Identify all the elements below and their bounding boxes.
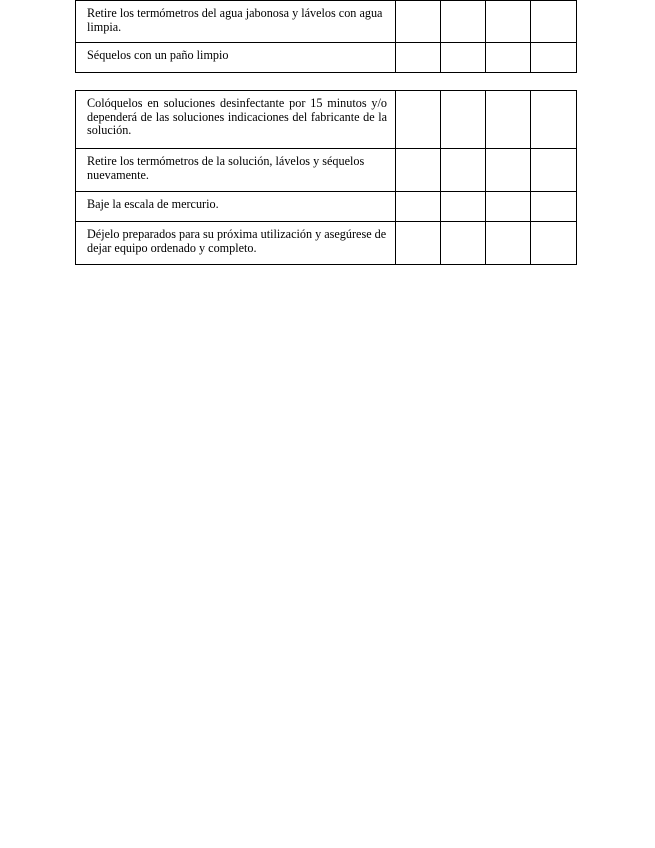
- check-cell[interactable]: [396, 222, 441, 265]
- table-row: [76, 192, 577, 222]
- step-description: Retire los termómetros del agua jabonosa y lávelos con agua limpia.: [76, 1, 396, 43]
- table-row: [76, 149, 577, 192]
- check-cell[interactable]: [486, 149, 531, 192]
- table-row: [76, 91, 577, 149]
- check-cell[interactable]: [486, 1, 531, 43]
- check-cell[interactable]: [531, 91, 577, 149]
- check-cell[interactable]: [531, 1, 577, 43]
- step-description: Baje la escala de mercurio.: [76, 192, 396, 222]
- check-cell[interactable]: [531, 43, 577, 73]
- check-cell[interactable]: [396, 91, 441, 149]
- check-cell[interactable]: [396, 1, 441, 43]
- check-cell[interactable]: [441, 149, 486, 192]
- check-cell[interactable]: [486, 91, 531, 149]
- check-cell[interactable]: [396, 43, 441, 73]
- procedure-checklist-table-2: [75, 90, 577, 265]
- check-cell[interactable]: [441, 192, 486, 222]
- check-cell[interactable]: [531, 192, 577, 222]
- table-row: [76, 222, 577, 265]
- step-description: Colóquelos en soluciones desinfectante por 15 minutos y/o dependerá de las soluciones indicaciones del fabricante de la solución.: [76, 91, 396, 149]
- check-cell[interactable]: [441, 43, 486, 73]
- procedure-checklist-table-1: [75, 0, 577, 73]
- check-cell[interactable]: [441, 91, 486, 149]
- check-cell[interactable]: [531, 222, 577, 265]
- step-description: Retire los termómetros de la solución, lávelos y séquelos nuevamente.: [76, 149, 396, 192]
- check-cell[interactable]: [486, 222, 531, 265]
- check-cell[interactable]: [441, 222, 486, 265]
- check-cell[interactable]: [441, 1, 486, 43]
- table-row: [76, 1, 577, 43]
- check-cell[interactable]: [486, 43, 531, 73]
- table-row: [76, 43, 577, 73]
- check-cell[interactable]: [531, 149, 577, 192]
- step-description: Déjelo preparados para su próxima utilización y asegúrese de dejar equipo ordenado y completo.: [76, 222, 396, 265]
- step-description: Séquelos con un paño limpio: [76, 43, 396, 73]
- check-cell[interactable]: [396, 192, 441, 222]
- check-cell[interactable]: [396, 149, 441, 192]
- check-cell[interactable]: [486, 192, 531, 222]
